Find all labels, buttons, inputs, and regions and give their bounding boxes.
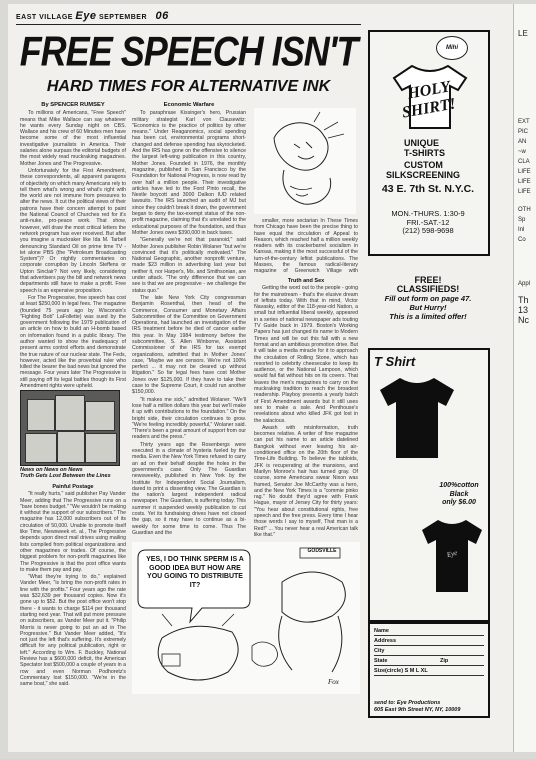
paragraph: The late New York City congressman Benjamin Rosenthal, then head of the Commerce, Consumer and Monetary Affairs Subcommittee of the Committee on Government Operations, had launched an investigation of the IRS treatment before he died of cancer earlier this year. In May 1984 testimony before the subcommittee, S. Allen Winborne, Assistant Commissioner of the IRS for tax exempt organizations, admitted that in Mother Jones' case, "Maybe we are censors. We're not 100% perfect ... it may not be cleared up without litigation." So far legal fees have cost Mother Jones over $125,000. If they have to take their case to the Supreme Court, it could run another $150,000. <box>132 294 246 396</box>
paragraph: Awash with misinformation, truth becomes relative. A writer of fine magazine can put his name to an article datelined Bangkok without ever leaving his air-conditioned office on the 20th floor of the Time-Life Building. To believe the tabloids, JFK is recuperating at the mansions, and Marilyn Monroe's hair has turned gray. Of course, some Americans swear Nixon was framed, Senator Joe McCarthy was a hero, and the New York Times is a "commie pinko rag." No doubt they'd agree with Frank Hague, mayor of Jersey City for thirty years: "You hear about constitutional rights, free speech and the free press. Every time I hear those words I say to myself, That man is a Red!" ... You never hear a real American talk like that." <box>254 424 358 538</box>
running-header <box>16 10 316 24</box>
section-head: Truth and Sex <box>287 278 325 284</box>
article-column-1b <box>20 482 126 714</box>
black-tshirt-front-icon <box>376 374 458 462</box>
page-number: 06 <box>155 10 169 22</box>
paragraph: For The Progressive, free speech has cost at least $250,000 in legal fees. The magazine (founded 75 years ago by Wisconsin's "Fighting Bob" LaFollette) was sued by the government following the 1979 publication of an article on how to build an H-bomb based on information found in a public library. The author wanted to show the inadequacy of present arms control efforts and demonstrate the true nature of our nuclear state. The Feds, however, acted like the proverbial ruler who killed the bearer the bad news but ignored the message. Four years later The Progressive is still paying off its legal battles though its First Amendment rights were upheld. <box>20 294 126 388</box>
cartoon-speech: YES, I DO THINK SPERM IS A GOOD IDEA BUT HOW ARE YOU GOING TO DISTRIBUTE IT? <box>146 556 244 589</box>
paragraph: Getting the word out to the people - going for the mainstream - that's the elusive dream of leftists today. With that in mind, Victor Navasky, editor of the 118-year-old Nation, a small but influential liberal weekly, appeared in a series of national newspaper ads touting TV Guide back in 1979. Boston's Working Papers has just changed its name to Modern Times and will be out this fall with a new format and an ambitious promotion drive. But it will take a media miracle for it to approach the circulation of Rolling Stone, which has resorted to celebrity cheesecake to keep its audience, or the National Lampoon, which would fail flat without hits on its covers. That leaves the men's magazines to carry on the muckraking tradition to reach the broadest readership. Playboy presents a yearly batch of First Amendment awards but it still uses sex to make a sale. And Penthouse's revelations about who killed JFK got lost in the salacious. <box>254 285 358 424</box>
issue-month: SEPTEMBER <box>98 14 147 21</box>
cartoon-signature: Fox <box>328 678 339 686</box>
order-field-address[interactable]: Address <box>374 638 484 646</box>
tshirt-description: 100%cotton Black only $6.00 <box>439 482 479 506</box>
order-field-state[interactable]: State Zip <box>374 658 484 666</box>
paragraph: "It makes me sick," admitted Wolaner. "We'll lose half a million dollars this year but we'll make it up with contributions to the foundation." On the bright side, their circulation continues to grow. "We're feeling incredibly powerful," Wolaner said. "There's been a great amount of support from our readers and the press." <box>132 396 246 441</box>
ad-item-silkscreening: SILKSCREENING <box>386 170 461 180</box>
eye-logo: Eye <box>75 10 97 22</box>
paragraph: smaller, more sectarian In These Times from Chicago have been the precise thing to have equal the circulation of Appeal to Reason, which reached half a million weekly readers with its crackerbarrel socialism in Kansas, making it the most successful of the turn-of-the-century leftist publications. The Masses, the famous radical-literary magazine of Greenwich Village with <box>254 218 358 274</box>
section-head: Economic Warfare <box>163 102 215 108</box>
magazine-stack-photo <box>20 390 120 466</box>
ad-item-unique: UNIQUE <box>404 138 440 148</box>
tshirt-ad-title: T Shirt <box>374 354 416 369</box>
holy-shirt-title-1: HOLY <box>406 78 452 103</box>
order-send-to: send to: Eye Productions 605 East 9th Street NY, NY, 10009 <box>374 700 461 713</box>
paragraph: "What they're trying to do," explained Vander Meer, "is bring the non-profit rates in line with the profits." Four years ago the rate was $32,639 per thousand copies. Now it's gone up to $52. But the post office won't stop there - it wants to charge $114 per thousand starting next year. That will put more pressure on subscribers, as Vander Meer put it. "Philip Morris is never going to put an ad in The Progressive." But Vander Meer added, "It's not just the left that's suffering. It's extremely difficult for any political publication, right or left." According to Wm. F. Buckley, National Review has a $600,000 deficit, the American Spectator lost $500,000 a couple of years in a row and even Norman Podhoretz's Commentary lost $150,000. "We're in the same boat," she said. <box>20 574 126 688</box>
paragraph: "Generally we're not that paranoid," said Mother Jones publisher Robin Wolaner "but we're convinced that it's politically motivated." The National Geographic, another nonprofit venture, made $23 million in advertising last year but neither it, nor Harper's, Ms. and Smithsonian, are under attack. "The only difference that we can see is that we are progressive - we challenge the status quo." <box>132 237 246 294</box>
article-column-2 <box>132 102 246 538</box>
order-field-name[interactable]: Name <box>374 628 484 636</box>
free-classifieds-notice: FREE! CLASSIFIEDS! Fill out form on page 47. But Hurry! This is a limited offer! <box>384 275 472 321</box>
paragraph: To paraphrase Kissinger's hero, Prussian military strategist Karl von Clausewitz: "Economics is the practice of politics by other means." Under Reaganomics, social spending has been cut, environmental programs short-changed and defense spending has skyrocketed. And the IRS has gone on the offensive to silence the largest left-wing publication in this country, Mother Jones. Founded in 1976, the monthly magazine, published in San Francisco by the Foundation for National Progress, is now read by over half a million people. Their investigative articles have led to the Ford Pinto recall, the Nestle boycott and 3000 Dalkon IUD related lawsuits. The IRS launched an audit of MJ but since they couldn't break it down, the government began to deny the tax-exempt status of the non-profit magazine, claiming that it's unrelated to the educational purposes of the foundation, and thus Mother Jones owes $390,000 in back taxes. <box>132 110 246 236</box>
magazine-page <box>8 4 514 752</box>
tshirt-print-text: Eye <box>445 548 459 560</box>
article-column-3b <box>254 276 358 538</box>
tshirt-order-form <box>368 622 490 718</box>
paragraph: Unfortunately for the First Amendment, these correspondents, all apparent paragons of objectivity on which many Americans rely to tell them what's wrong and what's right with the world are not immune from pressures to alter the news. It cut the political views of their patrons have their concern attempt to paint the National Council of Churches red for it's anti-nuke, pro-peace work. That show, however, will draw the most critical letters the network program has ever received. But after you imagine a muckraker like Ida M. Tarbell denouncing Standard Oil on prime time TV - let alone PBS (the "Petroleum Broadcasting System")? Or nightly commentaries on corporate corruption by Lincoln Steffens or Upton Sinclair? Not very likely, considering that advertisers pay the bill and network news departments still have to make a profit. Free speech is an expensive proposition. <box>20 167 126 294</box>
publication-prefix: EAST VILLAGE <box>16 14 73 21</box>
photo-caption <box>20 467 120 480</box>
facing-page-edge: LE EXT PIC AN ~w CLA LIFE LIFE LIFE OTH Sp Inl Co Appl Th 13 Nc <box>513 4 536 752</box>
article-headline: FREE SPEECH ISN'T <box>19 27 358 75</box>
ad-item-custom: CUSTOM <box>404 160 443 170</box>
byline: By SPENCER RUMSEY <box>41 102 105 108</box>
sketch-illustration <box>254 108 356 214</box>
ad-item-tshirts: T-SHIRTS <box>404 148 446 158</box>
article-column-1 <box>20 102 126 388</box>
badge-text: Mihi <box>446 45 458 51</box>
section-head: Painful Postage <box>52 484 94 490</box>
paragraph: Thirty years ago the Rosenbergs were executed in a climate of hysteria fueled by the media. Even the New York Times refused to carry an ad on their behalf despite the holes in the government's case. Only The Guardian newsweekly, published in New York by the Institute for Independent Social Journalism, dared to print a dissenting view. The Guardian is the nation's largest independent radical newspaper. The Guardian, is suffering today. This summer it suspended weekly publication to cut costs. Yet its fundraising drives have not closed the gap, so it may have to continue as a bi-weekly for some time to come. Thus The Guardian and the <box>132 441 246 536</box>
ad-hours: MON.-THURS. 1:30-9 FRI.-SAT.-12 (212) 598-9698 <box>391 209 465 236</box>
article-subheadline: HARD TIMES FOR ALTERNATIVE INK <box>46 78 331 95</box>
figure-sketch-icon <box>254 108 356 214</box>
article-column-3a <box>254 218 358 274</box>
order-field-city[interactable]: City <box>374 648 484 656</box>
caption-subtitle: Truth Gets Lost Between the Lines <box>20 473 111 480</box>
ad-address: 43 E. 7th St. N.Y.C. <box>381 183 475 195</box>
order-field-size[interactable]: Size(circle) S M L XL <box>374 668 484 676</box>
dog-tag-text: GODSVILLE <box>307 548 337 554</box>
holy-shirt-title-2: SHIRT! <box>400 95 458 122</box>
paragraph: To millions of Americans, "Free Speech" means that Mike Wallace can say whatever he wants every Sunday night on CBS. Wallace and his crew of 60 Minutes men have become some of the most influential investigative journalists in America. Their salaries alone surpass the editorial budgets of the most widely read muckraking magazines. Mother Jones and The Progressive. <box>20 110 126 167</box>
sperm-cartoon <box>132 542 360 694</box>
mihi-badge <box>436 36 468 60</box>
paragraph: "It really hurts," said publisher Pay Vander Meer, adding that The Progressive runs on a "bare bones budget." "We wouldn't be making it without the support of our subscribers." The magazine has 12,000 subscribers out of its circulation of 50,000. Unable to promote itself like Time, Newsweek et. al., The Progressive depends upon direct mail drives using mailing lists compiled from political organizations and other magazines or trades. Of course, the biggest problem for non-profit magazines like The Progressive is that the post office wants to make them pay and pay. <box>20 491 126 573</box>
header-rule <box>16 24 361 25</box>
caption-title: News on News on News <box>20 467 83 473</box>
